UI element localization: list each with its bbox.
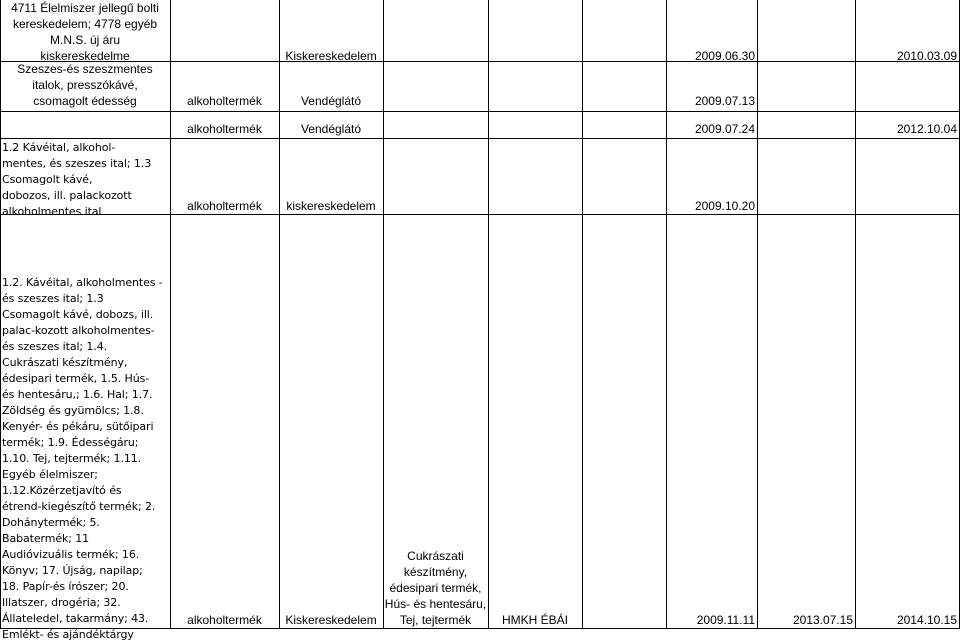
date-cell: 2009.07.13: [694, 94, 755, 108]
product-line: Hús- és hentesáru,: [384, 597, 487, 611]
category-line: csomagolt édesség: [33, 94, 137, 108]
date-cell: 2013.07.15: [792, 613, 853, 627]
category-line: Csomagolt kávé,: [2, 173, 93, 186]
category-line: 18. Papír-és írószer; 20.: [2, 580, 129, 593]
table-row: [2, 275, 170, 643]
category-line: Babatermék; 11: [2, 532, 90, 545]
product-line: készítmény,: [403, 565, 468, 579]
category-line: Állateledel, takarmány; 43.: [2, 612, 149, 625]
type-cell: alkoholtermék: [187, 199, 262, 213]
category-line: Dohánytermék; 5.: [2, 516, 100, 529]
product-line: édesipari termék,: [389, 581, 482, 595]
date-cell: 2009.07.24: [694, 122, 755, 136]
authority-cell: HMKH ÉBÁI: [501, 613, 568, 627]
category-line: 4711 Élelmiszer jellegű bolti: [11, 1, 159, 15]
date-cell: 2009.10.20: [694, 199, 755, 213]
category-line: 1.10. Tej, tejtermék; 1.11.: [2, 452, 142, 465]
category-line: Egyéb élelmiszer;: [2, 468, 98, 481]
row-divider: [0, 111, 960, 112]
column-divider: [488, 0, 489, 629]
category-line: mentes, és szeszes ital; 1.3: [2, 157, 152, 170]
category-line: Zöldség és gyümölcs; 1.8.: [2, 404, 144, 417]
column-divider: [582, 0, 583, 629]
column-divider: [855, 0, 856, 629]
category-line: Csomagolt kávé, dobozs, ill.: [2, 308, 154, 321]
column-divider: [383, 0, 384, 629]
activity-cell: Kiskereskedelem: [285, 613, 377, 627]
category-line: Audióvizuális termék; 16.: [2, 548, 140, 561]
category-line: Cukrászati készítmény,: [2, 356, 128, 369]
category-line: italok, presszókávé,: [32, 78, 138, 92]
category-line: Könyv; 17. Újság, napilap;: [2, 564, 143, 577]
table-row: [2, 140, 170, 220]
date-cell: 2014.10.15: [896, 613, 957, 627]
category-line: Illatszer, drogéria; 32.: [2, 596, 121, 609]
category-line: 1.2. Kávéital, alkoholmentes -: [2, 276, 163, 289]
table-row: [0, 61, 170, 109]
category-line: palac-kozott alkoholmentes-: [2, 324, 155, 337]
category-line: alkoholmentes ital: [2, 205, 102, 218]
activity-cell: Vendéglátó: [300, 94, 362, 108]
activity-cell: Kiskereskedelem: [285, 49, 377, 63]
category-line: és szeszes ital; 1.3: [2, 292, 104, 305]
date-cell: 2009.11.11: [696, 613, 755, 627]
product-line: Cukrászati: [407, 549, 464, 563]
category-line: Kenyér- és pékáru, sütőipari: [2, 420, 154, 433]
category-line: édesipari termék, 1.5. Hús-: [2, 372, 150, 385]
category-line: termék; 1.9. Édességáru;: [2, 436, 139, 449]
category-line: étrend-kiegészítő termék; 2.: [2, 500, 156, 513]
type-cell: alkoholtermék: [187, 94, 262, 108]
category-line: kereskedelem; 4778 egyéb: [12, 17, 158, 31]
category-line: 1.2 Kávéital, alkohol-: [2, 141, 116, 154]
category-line: és hentesáru,; 1.6. Hal; 1.7.: [2, 388, 153, 401]
category-line: dobozos, ill. palackozott: [2, 189, 132, 202]
category-line: 1.12.Közérzetjavító és: [2, 484, 122, 497]
category-line: Szeszes-és szeszmentes: [17, 62, 153, 76]
category-line: kiskereskedelme: [40, 49, 130, 63]
activity-cell: Vendéglátó: [300, 122, 362, 136]
activity-cell: kiskereskedelem: [286, 199, 376, 213]
type-cell: alkoholtermék: [187, 122, 262, 136]
table-row: [0, 0, 170, 64]
type-cell: alkoholtermék: [187, 613, 262, 627]
date-cell: 2012.10.04: [896, 122, 957, 136]
category-line: és szeszes ital; 1.4.: [2, 340, 108, 353]
product-line: Tej, tejtermék: [399, 613, 472, 627]
column-divider: [757, 0, 758, 629]
date-cell: 2009.06.30: [694, 49, 755, 63]
row-divider: [0, 138, 960, 139]
product-cell: [383, 548, 488, 628]
category-line: Emlékt- és ajándéktárgy: [2, 628, 134, 641]
category-line: M.N.S. új áru: [49, 33, 121, 47]
date-cell: 2010.03.09: [896, 49, 957, 63]
